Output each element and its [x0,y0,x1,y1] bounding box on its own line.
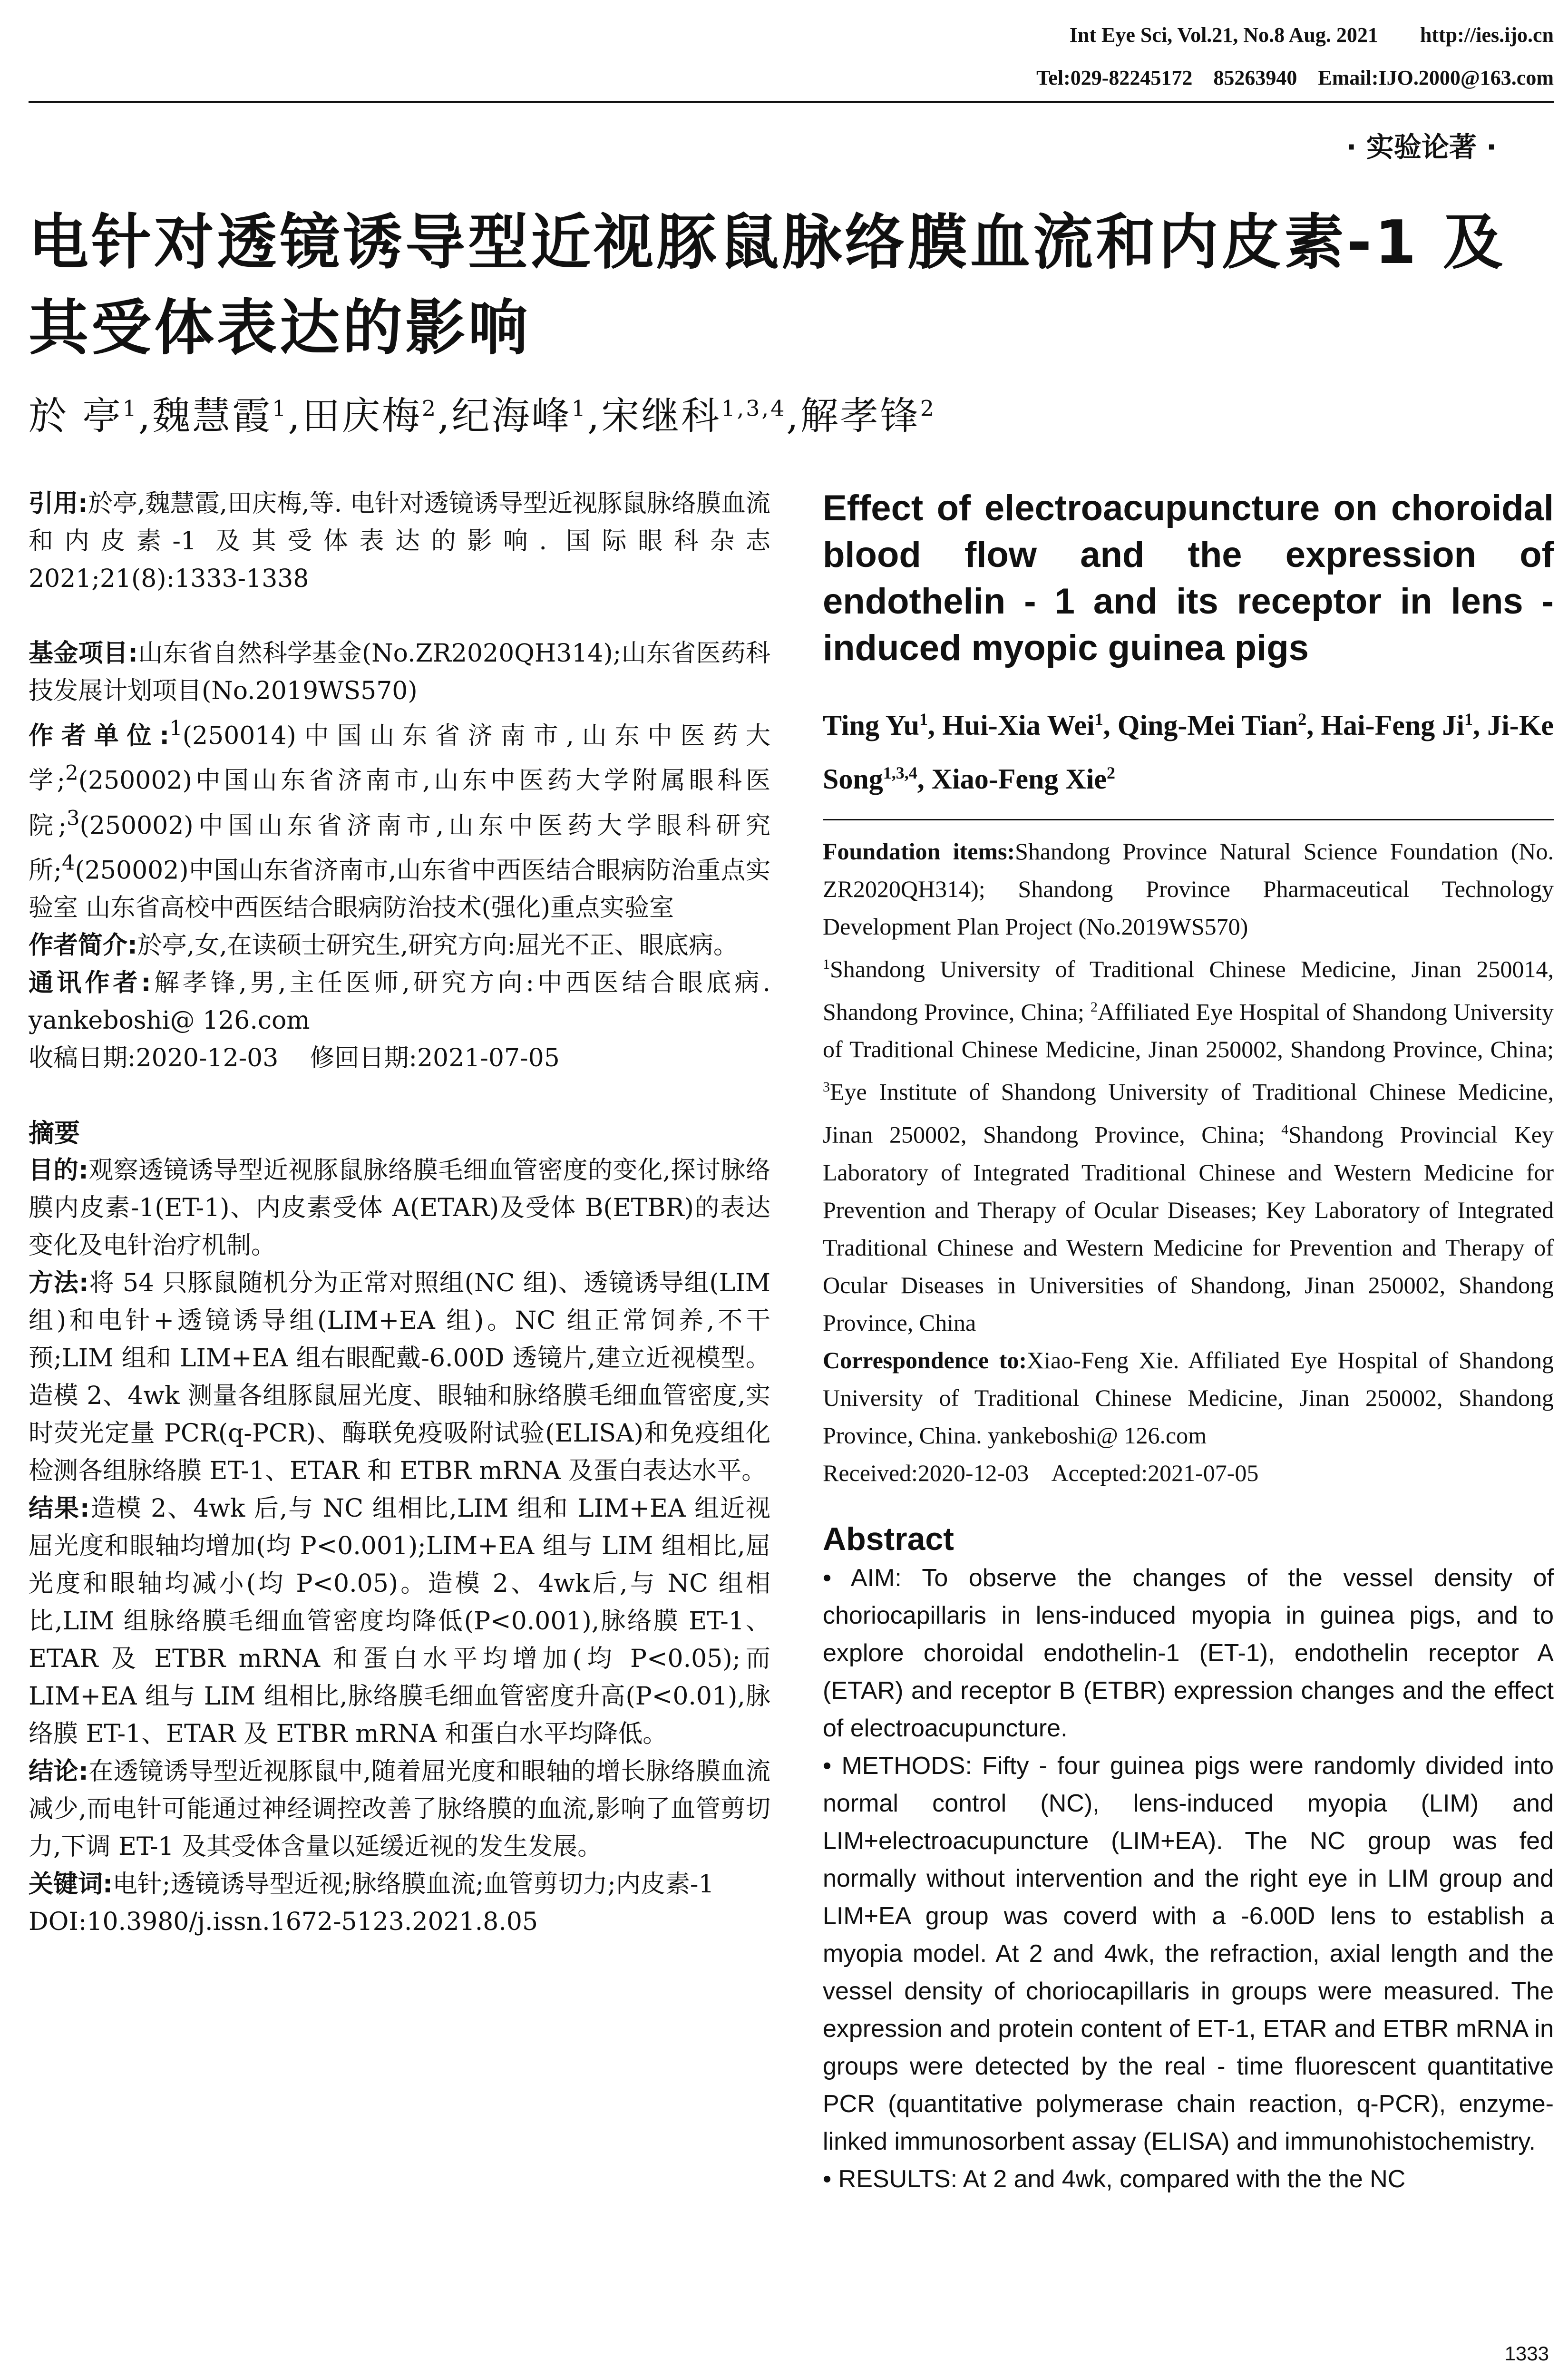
author-cn: 纪海峰$^1$ [451,394,587,438]
citation: 引用:於亭,魏慧霞,田庆梅,等. 电针对透镜诱导型近视豚鼠脉络膜血流和内皮素-1 及其受体表达的影响. 国际眼科杂志 2021;21(8):1333-1338 [29,489,771,593]
fund-items: 基金项目:山东省自然科学基金(No.ZR2020QH314);山东省医药科技发展计划项目(No.2019WS570) [29,639,770,705]
abstract-methods-en: • METHODS: Fifty - four guinea pigs were randomly divided into normal control (NC), lens-induced myopia (LIM) and LIM+electroacupuncture (LIM+EA). The NC group was fed normally without intervention and the right eye in LIM group and LIM+EA group was coverd with a -6.00D lens to establish a myopia model. At 2 and 4wk, the refraction, axial length and the vessel density of choriocapillaris in groups were measured. The expression and protein content of ET-1, ETAR and ETBR mRNA in groups were detected by the real - time fluorescent quantitative PCR (quantitative polymerase chain reaction, q-PCR), enzyme-linked immunosorbent assay (ELISA) and immunohistochemistry. [823,1752,1554,2155]
author-units: 作者单位:$^1$(250014)中国山东省济南市,山东中医药大学;$^2$(250002)中国山东省济南市,山东中医药大学附属眼科医院;$^3$(250002)中国山东省济南市,山东中医药大学眼科研究所;$^4$(250002)中国山东省济南市,山东省中西医结合眼病防治重点实验室 山东省高校中西医结合眼病防治技术(强化)重点实验室 [29,717,771,923]
keywords: 关键词:电针;透镜诱导型近视;脉络膜血流;血管剪切力;内皮素-1 [29,1870,714,1899]
abstract-results: 结果:造模 2、4wk 后,与 NC 组相比,LIM 组和 LIM+EA 组近视屈光度和眼轴均增加(均 P<0.001);LIM+EA 组与 LIM 组相比,屈光度和眼轴均减小(均 P<0.05)。造模 2、4wk后,与 NC 组相比,LIM 组脉络膜毛细血管密度均降低(P<0.001),脉络膜 ET-1、ETAR 及 ETBR mRNA 和蛋白水平均增加(均 P<0.05);而 LIM+EA 组与 LIM 组相比,脉络膜毛细血管密度升高(P<0.01),脉络膜 ET-1、ETAR 及 ETBR mRNA 和蛋白水平均降低。 [29,1494,770,1749]
abstract-conclusion: 结论:在透镜诱导型近视豚鼠中,随着屈光度和眼轴的增长脉络膜血流减少,而电针可能通过神经调控改善了脉络膜的血流,影响了血管剪切力,下调 ET-1 及其受体含量以延缓近视的发生发展。 [29,1757,771,1861]
received-dates: 收稿日期:2020-12-03 修回日期:2021-07-05 [29,1044,560,1073]
section-tag: · 实验论著 · [1346,131,1497,163]
journal-header: Int Eye Sci, Vol.21, No.8 Aug. 2021 http://ies.ijo.cn [1069,23,1554,47]
abstract-heading-cn: 摘要 [29,1118,80,1149]
foundation-items-en: Foundation items:Shandong Province Natural Science Foundation (No. ZR2020QH314); Shandong Province Pharmaceutical Technology Development Plan Project (No.2019WS570) [823,838,1554,940]
correspondence-en: Correspondence to:Xiao-Feng Xie. Affiliated Eye Hospital of Shandong University of Traditional Chinese Medicine, Jinan 250002, Shandong Province, China. yankeboshi@ 126.com [823,1346,1554,1449]
abstract-heading-en: Abstract [823,1520,954,1557]
author-cn: 於 亭$^1$ [29,394,138,438]
author-cn: 解孝锋$^2$ [800,394,936,438]
paper-title-cn: 电针对透镜诱导型近视豚鼠脉络膜血流和内皮素-1 及其受体表达的影响 [29,207,1506,363]
left-column [29,485,770,1941]
header-rule [29,101,1554,103]
abstract-methods: 方法:将 54 只豚鼠随机分为正常对照组(NC 组)、透镜诱导组(LIM 组)和电针+透镜诱导组(LIM+EA 组)。NC 组正常饲养,不干预;LIM 组和 LIM+EA 组右眼配戴-6.00D 透镜片,建立近视模型。造模 2、4wk 测量各组豚鼠屈光度、眼轴和脉络膜毛细血管密度,实时荧光定量 PCR(q-PCR)、酶联免疫吸附试验(ELISA)和免疫组化检测各组脉络膜 ET-1、ETAR 和 ETBR mRNA 及蛋白表达水平。 [29,1269,770,1486]
authors-cn: 於 亭$^1$,魏慧霞$^1$,田庆梅$^2$,纪海峰$^1$,宋继科$^{1,3,4}$,解孝锋$^2$ [29,394,936,438]
author-cn: 田庆梅$^2$ [302,394,438,438]
right-column [823,485,1554,2198]
author-bio: 作者简介:於亭,女,在读硕士研究生,研究方向:屈光不正、眼底病。 [29,931,738,960]
doi[interactable]: DOI:10.3980/j.issn.1672-5123.2021.8.05 [29,1908,538,1937]
journal-contact: Tel:029-82245172 85263940 Email:IJO.2000@163.com [1036,66,1554,89]
english-section-rule [823,819,1554,820]
corresponding-author: 通讯作者:解孝锋,男,主任医师,研究方向:中西医结合眼底病. yankeboshi@ 126.com [29,969,771,1035]
affiliations-en: $^1$Shandong University of Traditional Chinese Medicine, Jinan 250014, Shandong Province, China; $^2$Affiliated Eye Hospital of Shandong University of Traditional Chinese Medicine, Jinan 250002, Shandong Province, China; $^3$Eye Institute of Shandong University of Traditional Chinese Medicine, Jinan 250002, Shandong Province, China; $^4$Shandong Provincial Key Laboratory of Integrated Traditional Chinese and Western Medicine for Prevention and Therapy of Ocular Diseases; Key Laboratory of Integrated Traditional Chinese and Western Medicine for Prevention and Therapy of Ocular Diseases in Universities of Shandong, Jinan 250002, Shandong Province, China [823,955,1554,1336]
abstract-aim-en: • AIM: To observe the changes of the vessel density of choriocapillaris in lens-induced myopia in guinea pigs, and to explore choroidal endothelin-1 (ET-1), endothelin receptor A (ETAR) and receptor B (ETBR) expression changes and the effect of electroacupuncture. [823,1564,1554,1742]
authors-en: Ting Yu$^1$, Hui-Xia Wei$^1$, Qing-Mei Tian$^2$, Hai-Feng Ji$^1$, Ji-Ke Song$^{1,3,4}$, Xiao-Feng Xie$^2$ [823,710,1554,795]
author-cn: 魏慧霞$^1$ [152,394,288,438]
paper-title-en: Effect of electroacupuncture on choroidal blood flow and the expression of endothelin - 1 and its receptor in lens - induced myopic guinea pigs [823,488,1554,668]
abstract-aim: 目的:观察透镜诱导型近视豚鼠脉络膜毛细血管密度的变化,探讨脉络膜内皮素-1(ET-1)、内皮素受体 A(ETAR)及受体 B(ETBR)的表达变化及电针治疗机制。 [29,1156,771,1260]
abstract-results-en: • RESULTS: At 2 and 4wk, compared with the the NC [823,2165,1406,2193]
author-cn: 宋继科$^{1,3,4}$ [601,394,787,438]
page-number: 1333 [1504,2342,1549,2365]
dates-en: Received:2020-12-03 Accepted:2021-07-05 [823,1459,1259,1486]
